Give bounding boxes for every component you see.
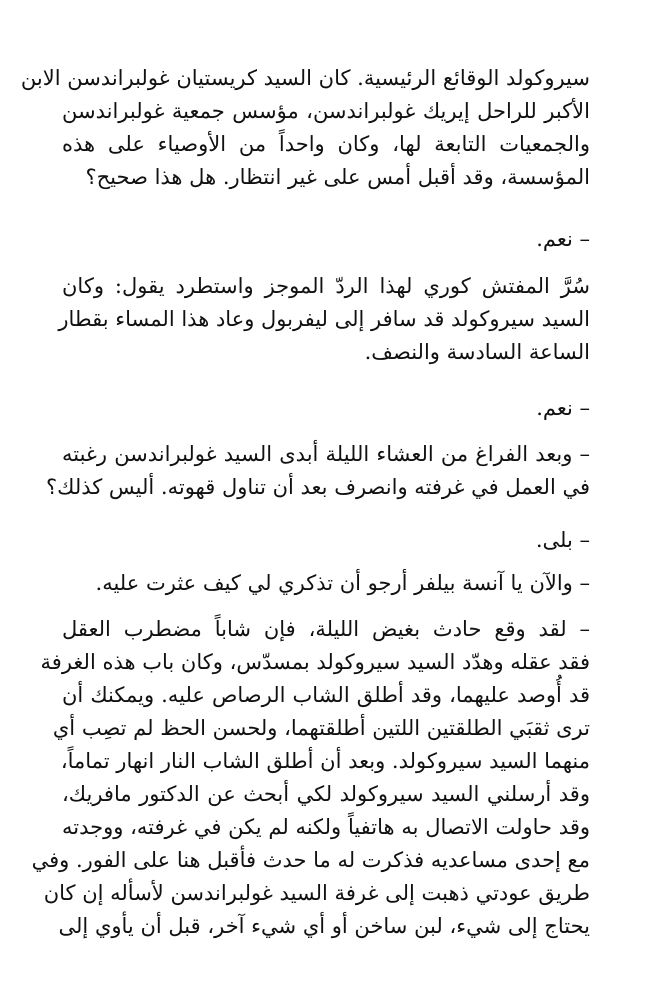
text-line: قد أُوصد عليهما، وقد أطلق الشاب الرصاص عليه. ويمكنك أن: [62, 683, 590, 707]
text-line: – وبعد الفراغ من العشاء الليلة أبدى السيد غولبراندسن رغبته: [62, 442, 590, 466]
text-line: مع إحدى مساعديه فذكرت له ما حدث فأقبل هنا على الفور. وفي: [31, 848, 590, 872]
paragraph-5: [45, 438, 590, 504]
text-line: سُرَّ المفتش كوري لهذا الردّ الموجز واستطرد يقول: وكان: [62, 274, 590, 298]
text-line: منهما السيد سيروكولد. وبعد أن أطلق الشاب النار انهار تماماً،: [60, 749, 590, 773]
text-line: يحتاج إلى شيء، لبن ساخن أو أي شيء آخر، قبل أن يأوي إلى: [58, 914, 590, 938]
text-line: – بلى.: [535, 528, 590, 552]
paragraph-4: [62, 392, 590, 425]
text-line: المؤسسة، وقد أقبل أمس على غير انتظار. هل هذا صحيح؟: [85, 165, 590, 189]
text-line: – والآن يا آنسة بيلفر أرجو أن تذكري لي كيف عثرت عليه.: [95, 571, 590, 595]
text-line: الأكبر للراحل إيريك غولبراندسن، مؤسس جمعية غولبراندسن: [62, 99, 590, 123]
text-line: – نعم.: [536, 396, 590, 420]
paragraph-7: [62, 567, 590, 600]
paragraph-6: [62, 524, 590, 557]
paragraph-1: [20, 62, 590, 194]
text-line: الساعة السادسة والنصف.: [364, 340, 590, 364]
text-line: – نعم.: [536, 227, 590, 251]
text-line: في العمل في غرفته وانصرف بعد أن تناول قهوته. أليس كذلك؟: [45, 475, 590, 499]
paragraph-8: [31, 613, 590, 943]
text-line: – لقد وقع حادث بغيض الليلة، فإن شاباً مضطرب العقل: [62, 617, 590, 641]
paragraph-3: [58, 270, 590, 369]
text-line: السيد سيروكولد قد سافر إلى ليفربول وعاد هذا المساء بقطار: [58, 307, 590, 331]
text-line: فقد عقله وهدّد السيد سيروكولد بمسدّس، وكان باب هذه الغرفة: [40, 650, 590, 674]
text-line: ترى ثقبَي الطلقتين اللتين أطلقتهما، ولحسن الحظ لم تصِب أي: [52, 716, 590, 740]
text-line: طريق عودتي ذهبت إلى غرفة السيد غولبراندسن لأسأله إن كان: [43, 881, 590, 905]
text-line: سيروكولد الوقائع الرئيسية. كان السيد كريستيان غولبراندسن الابن: [20, 66, 590, 90]
text-line: وقد أرسلني السيد سيروكولد لكي أبحث عن الدكتور مافريك،: [62, 782, 590, 806]
text-line: وقد حاولت الاتصال به هاتفياً ولكنه لم يكن في غرفته، ووجدته: [62, 815, 590, 839]
text-line: والجمعيات التابعة لها، وكان واحداً من الأوصياء على هذه: [62, 132, 590, 156]
paragraph-2: [62, 223, 590, 256]
